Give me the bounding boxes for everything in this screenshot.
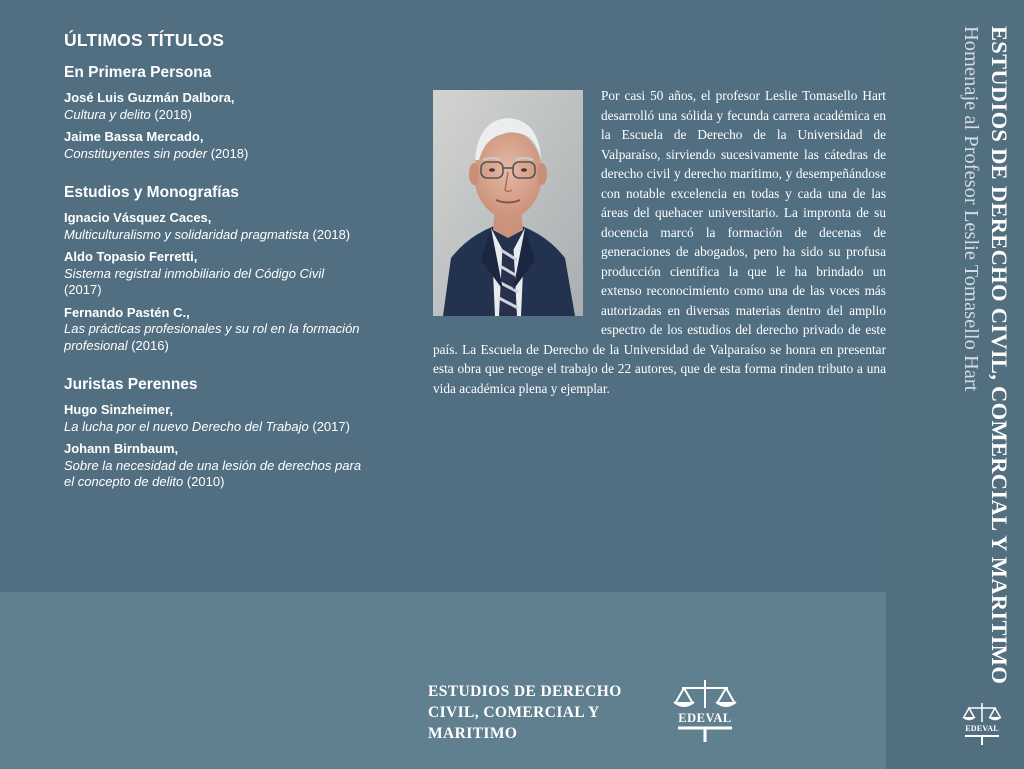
entry-year: (2017)	[64, 282, 102, 297]
group-estudios-y-monografias	[64, 184, 364, 354]
series-title	[428, 681, 658, 744]
publisher-logo	[670, 678, 740, 744]
entry-year: (2018)	[207, 145, 249, 161]
group-juristas-perennes	[64, 376, 364, 491]
entry-year: (2016)	[127, 337, 169, 353]
entry-work: Constituyentes sin poder	[64, 145, 208, 161]
list-item	[64, 249, 364, 299]
spine-publisher-logo	[960, 702, 1004, 746]
entry-author: Johann Birnbaum,	[64, 441, 179, 456]
entry-author: Fernando Pastén C.,	[64, 304, 190, 320]
list-item	[64, 402, 364, 435]
entry-work: Las prácticas profesionales y su rol en la formación profesional	[64, 321, 360, 353]
entry-author: Hugo Sinzheimer,	[64, 402, 174, 417]
latest-titles-heading: ÚLTIMOS TÍTULOS	[64, 30, 225, 50]
series-title-line: MARITIMO	[428, 725, 518, 742]
entry-work: La lucha por el nuevo Derecho del Trabajo	[64, 418, 309, 434]
list-item	[64, 441, 364, 491]
entry-author: Jaime Bassa Mercado,	[64, 129, 204, 144]
spine-subtitle: Homenaje al Profesor Leslie Tomasello Hart	[960, 26, 982, 392]
entry-year: (2010)	[183, 474, 225, 489]
list-item	[64, 129, 364, 162]
entry-year: (2018)	[308, 226, 351, 242]
group-title: En Primera Persona	[64, 64, 212, 81]
spine-title: ESTUDIOS DE DERECHO CIVIL, COMERCIAL Y MARITIMO	[987, 26, 1012, 685]
photo-spacer	[433, 86, 583, 328]
entry-author: Ignacio Vásquez Caces,	[64, 210, 212, 225]
group-title: Estudios y Monografías	[64, 184, 239, 201]
entry-work: Cultura y delito	[64, 106, 151, 122]
list-item	[64, 305, 364, 355]
spine-publisher-name: EDEVAL	[965, 724, 999, 733]
entry-year: (2018)	[150, 106, 192, 122]
group-title: Juristas Perennes	[64, 376, 198, 393]
group-en-primera-persona	[64, 64, 364, 162]
list-item	[64, 90, 364, 123]
latest-titles	[64, 30, 364, 513]
series-title-line: ESTUDIOS DE DERECHO	[428, 683, 622, 700]
entry-author: Aldo Topasio Ferretti,	[64, 249, 198, 264]
series-title-line: CIVIL, COMERCIAL Y	[428, 704, 600, 721]
author-biography	[433, 86, 886, 406]
entry-work: Sobre la necesidad de una lesión de derechos para el concepto de delito	[64, 457, 362, 489]
entry-author: José Luis Guzmán Dalbora,	[64, 90, 235, 105]
publisher-name: EDEVAL	[678, 711, 732, 725]
biography-text: Por casi 50 años, el profesor Leslie Tomasello Hart desarrolló una sólida y fecunda carrera académica en la Escuela de Derecho de la Universidad de Valparaíso, sirviendo sucesivamente las cátedras de derecho civil y derecho marítimo, y desempeñándose con notable excelencia en todas y cada una de las áreas del quehacer universitario. La impronta de su docencia marcó la formación de decenas de generaciones de abogados, pero ha sido su profusa producción científica la que le ha brindado un extenso reconocimiento como una de las voces más autorizadas en diversas materias dentro del amplio espectro de los estudios del derecho privado de este país. La Escuela de Derecho de la Universidad de Valparaíso se honra en presentar esta obra que recoge el trabajo de 22 autores, que de esta forma rinden tributo a una vida académica plena y ejemplar.	[433, 88, 886, 396]
spine-text	[952, 26, 1014, 685]
entry-work: Multiculturalismo y solidaridad pragmatista	[64, 226, 309, 242]
entry-year: (2017)	[308, 418, 350, 434]
entry-work: Sistema registral inmobiliario del Código Civil	[64, 265, 325, 281]
list-item	[64, 210, 364, 243]
